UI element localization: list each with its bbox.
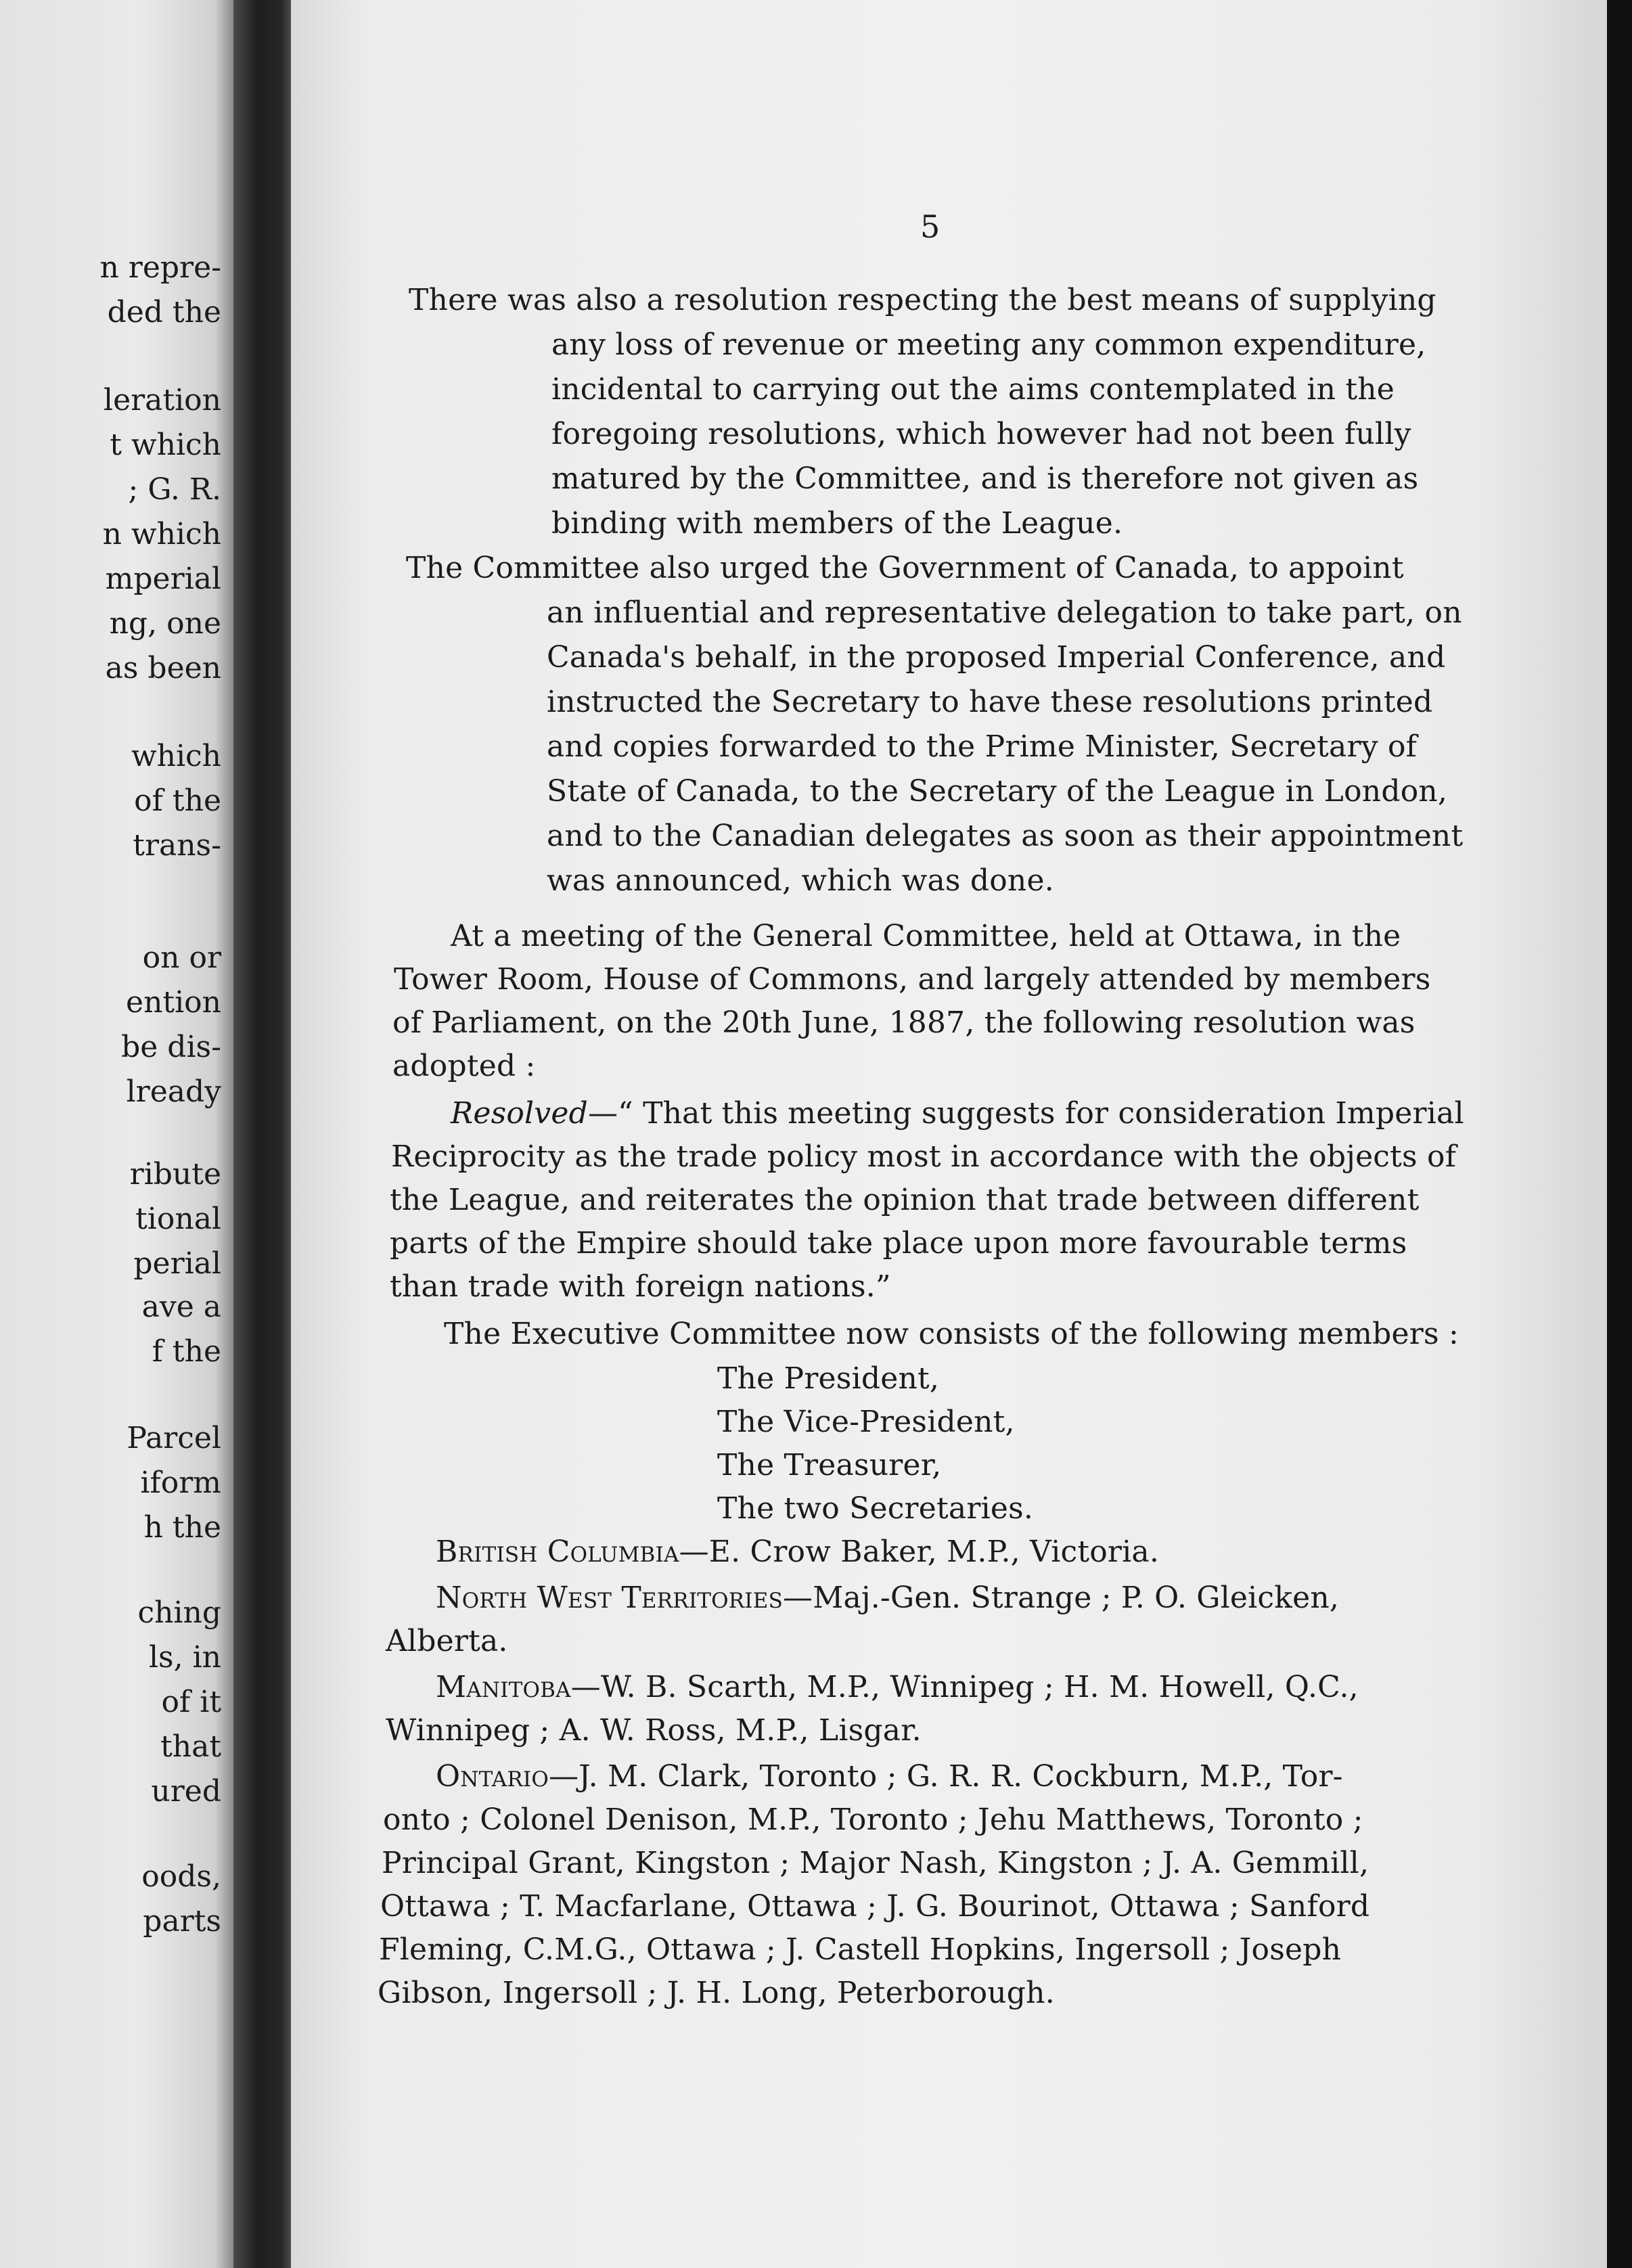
province-label: Manitoba: [436, 1670, 571, 1704]
para3-line: Tower Room, House of Commons, and largely attended by members: [394, 962, 1431, 997]
left-page-fragment: that: [160, 1729, 221, 1764]
province-ontario: [436, 1759, 1343, 1794]
province-north-west-territories: [436, 1581, 1339, 1615]
para2-line: and to the Canadian delegates as soon as their appointment: [547, 819, 1464, 853]
left-page-fragment: ls, in: [148, 1640, 221, 1675]
province-label: North West Territories: [436, 1581, 784, 1615]
scan-right-edge: [1607, 0, 1632, 2268]
resolution-label: Resolved: [451, 1096, 588, 1131]
province-members-continued: Gibson, Ingersoll ; J. H. Long, Peterborough.: [378, 1976, 1055, 2010]
right-page: [291, 0, 1607, 2268]
province-label: Ontario: [436, 1759, 549, 1794]
left-page: [0, 0, 233, 2268]
para1-line: binding with members of the League.: [551, 506, 1123, 541]
para1-line: incidental to carrying out the aims contemplated in the: [551, 372, 1395, 407]
para2-line: instructed the Secretary to have these resolutions printed: [547, 685, 1433, 719]
para2-line: an influential and representative delegation to take part, on: [547, 595, 1462, 630]
province-members-continued: Principal Grant, Kingston ; Major Nash, Kingston ; J. A. Gemmill,: [382, 1846, 1369, 1880]
province-members-continued: Winnipeg ; A. W. Ross, M.P., Lisgar.: [386, 1713, 922, 1748]
officer-item: The Treasurer,: [717, 1448, 942, 1482]
left-page-fragment: ured: [151, 1774, 221, 1809]
resolution-line: Reciprocity as the trade policy most in accordance with the objects of: [391, 1139, 1457, 1174]
province-manitoba: [436, 1670, 1359, 1704]
page-number: 5: [920, 208, 940, 245]
left-page-fragment: ribute: [129, 1157, 221, 1192]
left-page-fragment: which: [131, 739, 221, 773]
province-members: —Maj.-Gen. Strange ; P. O. Gleicken,: [783, 1581, 1340, 1615]
left-page-fragment: on or: [142, 940, 221, 975]
left-page-fragment: trans-: [133, 828, 221, 863]
para1-line: There was also a resolution respecting the best means of supplying: [409, 283, 1436, 317]
left-page-fragment: ded the: [107, 295, 221, 330]
para1-line: foregoing resolutions, which however had not been fully: [551, 417, 1411, 451]
left-page-fragment: f the: [152, 1334, 221, 1369]
left-page-fragment: n repre-: [99, 250, 221, 285]
left-page-fragment: Parcel: [127, 1421, 221, 1455]
executive-intro: The Executive Committee now consists of the following members :: [444, 1317, 1459, 1351]
para2-line: and copies forwarded to the Prime Minister, Secretary of: [547, 729, 1418, 764]
left-page-fragment: mperial: [105, 562, 221, 596]
province-members: —E. Crow Baker, M.P., Victoria.: [679, 1535, 1160, 1569]
province-members-continued: onto ; Colonel Denison, M.P., Toronto ; Jehu Matthews, Toronto ;: [383, 1802, 1363, 1837]
para3-line: of Parliament, on the 20th June, 1887, the following resolution was: [392, 1005, 1415, 1040]
left-page-fragment: be dis-: [121, 1030, 221, 1064]
para2-line: State of Canada, to the Secretary of the League in London,: [547, 774, 1448, 809]
resolution-first-line: [451, 1096, 1464, 1131]
para1-line: any loss of revenue or meeting any common expenditure,: [551, 327, 1426, 362]
left-page-fragment: ave a: [141, 1290, 221, 1324]
para2-line: The Committee also urged the Government of Canada, to appoint: [406, 551, 1404, 585]
left-page-fragment: ching: [137, 1595, 221, 1630]
province-members-continued: Ottawa ; T. Macfarlane, Ottawa ; J. G. Bourinot, Ottawa ; Sanford: [380, 1889, 1370, 1924]
resolution-line: parts of the Empire should take place upon more favourable terms: [390, 1226, 1407, 1261]
left-page-fragment: h the: [143, 1510, 221, 1545]
officer-item: The Vice-President,: [717, 1405, 1015, 1439]
left-page-fragment: ention: [126, 985, 221, 1020]
left-page-fragment: of it: [161, 1685, 221, 1719]
left-page-fragment: iform: [140, 1466, 221, 1500]
left-page-fragment: as been: [105, 651, 221, 685]
para2-line: Canada's behalf, in the proposed Imperial Conference, and: [547, 640, 1446, 675]
para3-line: At a meeting of the General Committee, held at Ottawa, in the: [451, 919, 1401, 953]
province-label: British Columbia: [436, 1535, 679, 1569]
left-page-fragment: oods,: [141, 1859, 221, 1894]
left-page-fragment: lready: [126, 1074, 221, 1109]
para1-line: matured by the Committee, and is therefore not given as: [551, 461, 1419, 496]
left-page-fragment: ; G. R.: [128, 472, 221, 507]
left-page-fragment: perial: [133, 1246, 221, 1281]
left-page-fragment: parts: [143, 1904, 221, 1938]
left-page-fragment: tional: [135, 1202, 221, 1236]
para3-line: adopted :: [392, 1049, 536, 1083]
resolution-line: the League, and reiterates the opinion that trade between different: [390, 1183, 1420, 1217]
province-members: —J. M. Clark, Toronto ; G. R. R. Cockburn, M.P., Tor-: [548, 1759, 1343, 1794]
resolution-first-line-text: —“ That this meeting suggests for consideration Imperial: [587, 1096, 1464, 1131]
left-page-fragment: of the: [134, 784, 221, 818]
left-page-fragment: ng, one: [109, 606, 221, 641]
province-members: —W. B. Scarth, M.P., Winnipeg ; H. M. Howell, Q.C.,: [570, 1670, 1359, 1704]
province-members-continued: Alberta.: [386, 1624, 508, 1658]
province-members-continued: Fleming, C.M.G., Ottawa ; J. Castell Hopkins, Ingersoll ; Joseph: [379, 1932, 1342, 1967]
para2-line: was announced, which was done.: [547, 863, 1054, 898]
resolution-line: than trade with foreign nations.”: [390, 1269, 891, 1304]
officer-item: The President,: [717, 1361, 940, 1396]
province-british-columbia: [436, 1535, 1159, 1569]
left-page-fragment: n which: [102, 517, 221, 551]
left-page-fragment: t which: [110, 428, 221, 462]
left-page-fragment: leration: [104, 383, 221, 417]
officer-item: The two Secretaries.: [717, 1491, 1034, 1526]
